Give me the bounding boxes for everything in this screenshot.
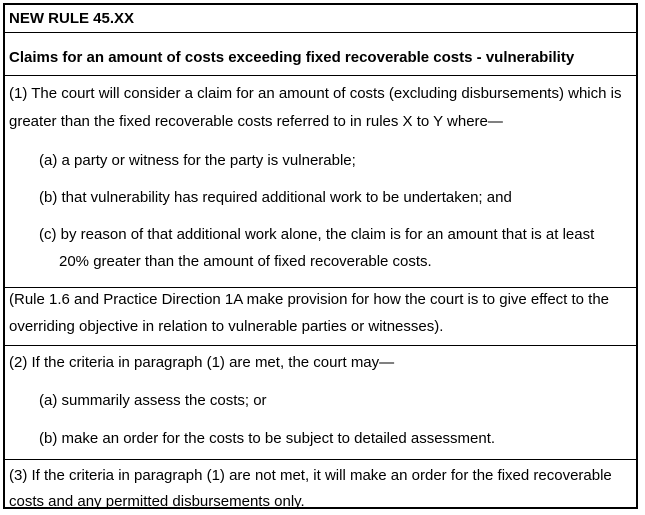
- row-divider: [5, 459, 636, 460]
- row-divider: [5, 75, 636, 76]
- paragraph-1-line-1: (1) The court will consider a claim for an amount of costs (excluding disbursements) which is: [9, 85, 622, 102]
- rule-heading: Claims for an amount of costs exceeding fixed recoverable costs - vulnerability: [9, 49, 575, 66]
- note-line-2: overriding objective in relation to vulnerable parties or witnesses).: [9, 318, 444, 335]
- paragraph-1a: (a) a party or witness for the party is vulnerable;: [39, 152, 356, 169]
- paragraph-1-line-2: greater than the fixed recoverable costs referred to in rules X to Y where—: [9, 113, 503, 130]
- paragraph-2a: (a) summarily assess the costs; or: [39, 392, 267, 409]
- row-divider: [5, 287, 636, 288]
- row-divider: [5, 345, 636, 346]
- note-line-1: (Rule 1.6 and Practice Direction 1A make provision for how the court is to give effect to the: [9, 291, 610, 308]
- rule-table: [3, 3, 638, 509]
- paragraph-3-line-2: costs and any permitted disbursements only.: [9, 493, 305, 510]
- paragraph-3-line-1: (3) If the criteria in paragraph (1) are not met, it will make an order for the fixed recoverable: [9, 467, 612, 484]
- paragraph-2-line-1: (2) If the criteria in paragraph (1) are met, the court may—: [9, 354, 395, 371]
- row-divider: [5, 32, 636, 33]
- paragraph-2b: (b) make an order for the costs to be subject to detailed assessment.: [39, 430, 496, 447]
- paragraph-1b: (b) that vulnerability has required additional work to be undertaken; and: [39, 189, 512, 206]
- paragraph-1c-line-1: (c) by reason of that additional work alone, the claim is for an amount that is at least: [39, 226, 595, 243]
- paragraph-1c-line-2: 20% greater than the amount of fixed recoverable costs.: [59, 253, 432, 270]
- rule-number: NEW RULE 45.XX: [9, 10, 135, 27]
